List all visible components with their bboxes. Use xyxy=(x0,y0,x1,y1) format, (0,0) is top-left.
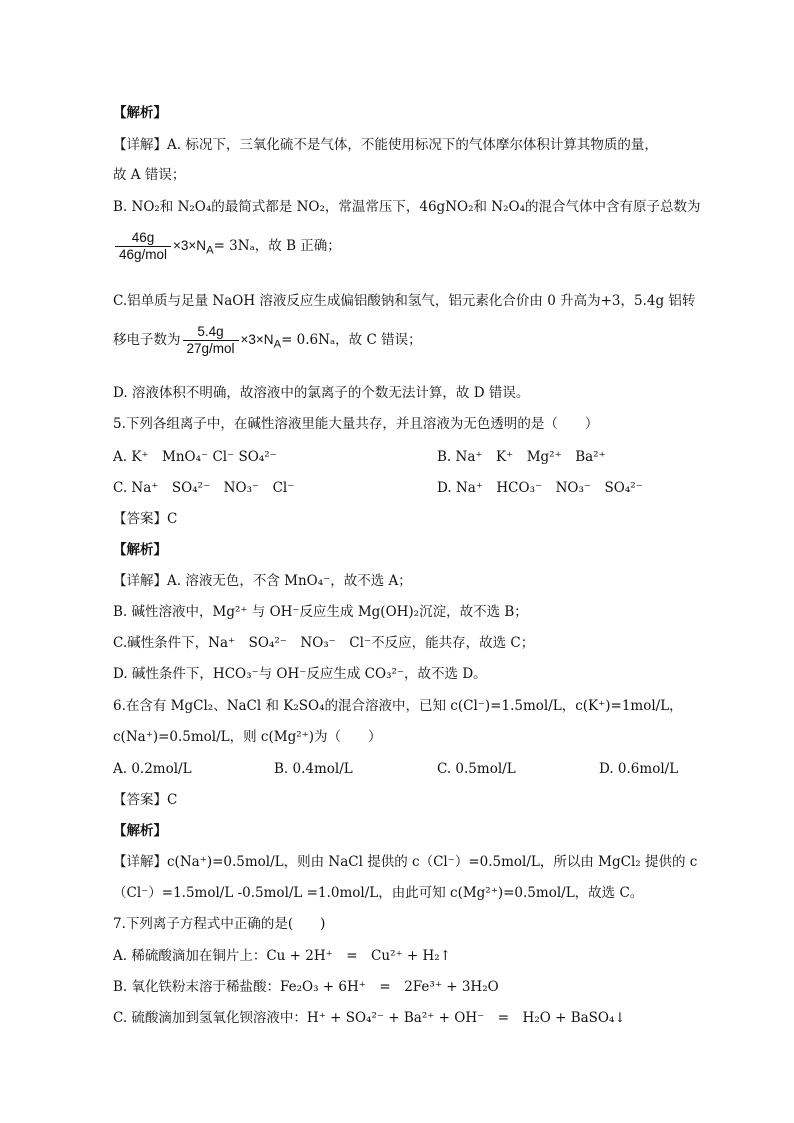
detail-b-formula xyxy=(113,230,341,263)
detail-a-cont: 故 A 错误； xyxy=(113,167,186,183)
fraction-numerator: 5.4g xyxy=(183,324,239,341)
detail-6-cont: （Cl⁻）=1.5mol/L -0.5mol/L =1.0mol/L，由此可知 c(Mg²⁺)=0.5mol/L，故选 C。 xyxy=(113,885,644,901)
q7-option-c: C. 硫酸滴加到氢氧化钡溶液中：H⁺ + SO₄²⁻ + Ba²⁺ + OH⁻ = H₂O + BaSO₄↓ xyxy=(113,1010,626,1026)
analysis-5-heading: 【解析】 xyxy=(113,542,167,558)
q5-option-c: C. Na⁺ SO₄²⁻ NO₃⁻ Cl⁻ xyxy=(113,480,295,496)
q5-option-d: D. Na⁺ HCO₃⁻ NO₃⁻ SO₄²⁻ xyxy=(437,480,643,496)
detail-c: C.铝单质与足量 NaOH 溶液反应生成偏铝酸钠和氢气，铝元素化合价由 0 升高为+3，5.4g 铝转 xyxy=(113,293,696,309)
detail-5-b: B. 碱性溶液中，Mg²⁺ 与 OH⁻反应生成 Mg(OH)₂沉淀，故不选 B； xyxy=(113,604,528,620)
formula-subscript: A xyxy=(206,244,214,257)
formula-subscript: A xyxy=(273,338,282,351)
detail-6: 【详解】c(Na⁺)=0.5mol/L，则由 NaCl 提供的 c（Cl⁻）=0.5mol/L，所以由 MgCl₂ 提供的 c xyxy=(113,854,698,870)
detail-d: D. 溶液体积不明确，故溶液中的氯离子的个数无法计算，故 D 错误。 xyxy=(113,385,530,401)
q6-option-b: B. 0.4mol/L xyxy=(274,761,353,777)
detail-a: 【详解】A. 标况下，三氧化硫不是气体，不能使用标况下的气体摩尔体积计算其物质的量， xyxy=(113,137,658,153)
formula-result: = 0.6Nₐ，故 C 错误； xyxy=(281,332,422,348)
analysis-6-heading: 【解析】 xyxy=(113,823,167,839)
formula-prefix: 移电子数为 xyxy=(113,332,181,348)
analysis-heading: 【解析】 xyxy=(113,105,167,121)
fraction-denominator: 46g/mol xyxy=(119,247,168,262)
q7-option-b: B. 氧化铁粉末溶于稀盐酸：Fe₂O₃ + 6H⁺ = 2Fe³⁺ + 3H₂O xyxy=(113,979,499,995)
fraction-numerator: 46g xyxy=(115,230,171,247)
fraction xyxy=(115,230,171,263)
detail-5-a: 【详解】A. 溶液无色，不含 MnO₄⁻，故不选 A； xyxy=(113,573,412,589)
q6-option-d: D. 0.6mol/L xyxy=(599,761,679,777)
question-7: 7.下列离子方程式中正确的是( ) xyxy=(113,916,326,932)
detail-c-formula xyxy=(113,324,422,357)
formula-result: = 3Nₐ，故 B 正确； xyxy=(213,238,341,254)
q7-option-a: A. 稀硫酸滴加在铜片上：Cu + 2H⁺ = Cu²⁺ + H₂↑ xyxy=(113,948,452,964)
fraction xyxy=(183,324,239,357)
formula-multiplier: ×3×N xyxy=(240,332,274,347)
detail-5-c: C.碱性条件下，Na⁺ SO₄²⁻ NO₃⁻ Cl⁻不反应，能共存，故选 C； xyxy=(113,635,535,651)
fraction-denominator: 27g/mol xyxy=(186,341,235,356)
question-6: 6.在含有 MgCl₂、NaCl 和 K₂SO₄的混合溶液中，已知 c(Cl⁻)=1.5mol/L，c(K⁺)=1mol/L， xyxy=(113,698,683,714)
q6-option-c: C. 0.5mol/L xyxy=(437,761,516,777)
q5-option-b: B. Na⁺ K⁺ Mg²⁺ Ba²⁺ xyxy=(437,449,606,465)
detail-b: B. NO₂和 N₂O₄的最简式都是 NO₂，常温常压下，46gNO₂和 N₂O₄的混合气体中含有原子总数为 xyxy=(113,199,701,215)
formula-multiplier: ×3×N xyxy=(173,238,207,253)
answer-5: 【答案】C xyxy=(113,511,178,527)
q6-option-a: A. 0.2mol/L xyxy=(113,761,192,777)
question-5: 5.下列各组离子中，在碱性溶液里能大量共存，并且溶液为无色透明的是（ ） xyxy=(113,416,599,432)
question-6-cont: c(Na⁺)=0.5mol/L，则 c(Mg²⁺)为（ ） xyxy=(113,729,382,745)
q5-option-a: A. K⁺ MnO₄⁻ Cl⁻ SO₄²⁻ xyxy=(113,449,277,465)
answer-6: 【答案】C xyxy=(113,792,178,808)
detail-5-d: D. 碱性条件下，HCO₃⁻与 OH⁻反应生成 CO₃²⁻，故不选 D。 xyxy=(113,666,487,682)
